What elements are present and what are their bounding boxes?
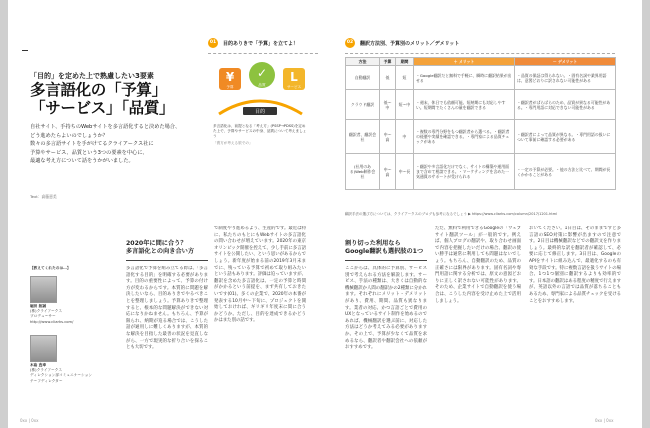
- lead-text: [30, 123, 195, 166]
- cell-method: 翻訳者、翻訳会社: [346, 120, 380, 154]
- column-header: 予算: [380, 58, 396, 66]
- divider: [345, 260, 427, 261]
- section-number-badge: 01: [208, 38, 218, 48]
- person-detail: チーフディレクター: [30, 378, 63, 383]
- cell-demerit: ・翻訳者によって品質が異なる。・専門用語の扱いについて事前に確認する必要がある: [515, 120, 616, 154]
- profile-2: [30, 363, 102, 384]
- person-photo: [30, 276, 57, 303]
- divider: [126, 260, 208, 261]
- table-row: [346, 66, 616, 90]
- cell-budget: 低: [380, 66, 396, 90]
- table-row: [346, 90, 616, 120]
- diagram-note: 「貴方が考える旅での」: [213, 141, 253, 145]
- heading-line: 2020年に間に合う？: [126, 240, 187, 247]
- cell-budget: 低〜中: [380, 90, 396, 120]
- cell-period: 中: [396, 120, 414, 154]
- left-page: [8, 0, 325, 428]
- service-clock-icon: [283, 68, 305, 90]
- profile-caption: 【教えてくれたのは…】: [30, 266, 71, 270]
- lead-line: 自社サイト、手持ちのWebサイトを多言語化すると決めた場合、: [30, 124, 181, 130]
- article-subtitle: 「目的」を定めた上で熟慮したい3要素: [30, 72, 154, 80]
- cell-method: 自動翻訳: [346, 66, 380, 90]
- cell-budget: 中〜高: [380, 154, 396, 190]
- cell-method: クラウド翻訳: [346, 90, 380, 120]
- article-column-1: ここからは、具体的に予算別、サービス別で考えられる方法を解説します。サービス、手法の種類は、大きくは自動的な機械翻訳か人間の翻訳かの2種類に分かれます。それぞれにメリット・デメリットがあり、費用、期間、品質も異なります。業者の対応、かつ言語ごとで費用のUXとなっているサイト制作を始めるのであれば、機械翻訳を選ぶ前に、対応した方法はどうか考えてみる必要がありますか。その上で、予算が少なくて品質を求めるなら、翻訳者や翻訳会社への依頼がおすすめです。: [345, 266, 427, 351]
- lead-line: 数々の多言語サイトを手がけてるクライアークス社に: [30, 141, 154, 148]
- section-heading: 目的ありきで「予算」を立てよ！: [223, 41, 299, 47]
- table-header-row: [346, 58, 616, 66]
- column-header: 方法: [346, 58, 380, 66]
- column-header: 期間: [396, 58, 414, 66]
- three-elements-diagram: [213, 58, 308, 120]
- folio: 0xx | 0xx: [595, 418, 614, 423]
- diagram-caption: 多言語化は、前提となる「考え方」(PSSP→PDSS)を定めた上で、予算やサービスの中身、品質について考えましょう: [213, 124, 307, 138]
- icon-caption: サービス: [286, 85, 302, 89]
- person-name: 堀田 拓誠: [30, 304, 47, 308]
- cell-period: 短〜中: [396, 90, 414, 120]
- heading-line: Google翻訳も選択肢の1つ: [345, 248, 424, 255]
- cell-demerit: ・翻訳者がばらばらのため、品質が異なる可能性がある。・専門用語に対応できない可能性がある: [515, 90, 616, 120]
- article-title-line1: 多言語化の「予算」: [30, 81, 167, 99]
- cell-period: 中〜長: [396, 154, 414, 190]
- section-number-badge: 02: [345, 38, 355, 48]
- icon-caption: 品質: [258, 83, 266, 87]
- budget-yen-icon: [219, 68, 241, 90]
- article-title-line2: 「サービス」「品質」: [30, 99, 175, 117]
- quality-check-icon: [249, 62, 275, 88]
- person-detail: (株)クライアークス: [30, 309, 63, 314]
- cell-demerit: ・一定の予算が必要。・他の方法と比べて、期間が長くかかることがある: [515, 154, 616, 190]
- article-column-1: 多言語化で予算を組み立てる際は、「多言語化する目的」を明確する必要があります。目的の重要性によって、予算の付け方が変わるからです。本質的に問題を解決したいなら、目的ありきでやるべきことを整理しましょう。予算ありきで整理すると、根本的な問題解決ができない対応になりかねません。もちろん、予算が限られ、納期が迫る場合では、こうした話が通用しに難しくありますが、本質的な解決を目指した最善の状況を見直しながら、一方で現実的な折り合いを探ることも大切です。: [126, 266, 208, 351]
- article-column-3: おいてください。1日目は、そのままですと多言語のSEO対策に影響が出ますので注意です。2日目は機械翻訳などでの翻訳文を作りましょう。最終的な訳を翻訳者が確認して、必要に応じて修正します。3日目は、GoogleのAPIをサイトに組み込んで、最適化するのも有効な手段です。特に複数言語を扱うサイトの場合、1つ1つ個別に翻訳するよりも効率的です。日本語の翻訳はある程度の精度で行えますが、英語以外の言語では品質が落ちることもあるため、専門家による品質チェックを受けることをおすすめします。: [529, 226, 621, 304]
- divider: [208, 53, 318, 54]
- heading-line: 多言語化との向き合い方: [126, 248, 195, 255]
- icon-glyph: L: [290, 70, 298, 84]
- table-source-note: 翻訳手法の選び方については、クライアークスのブログも参考になるでしょう ▶ https://www.cliarks.com/column/2017/1201.html: [345, 212, 558, 216]
- column-header: メリット: [458, 59, 475, 64]
- lead-line: 予算やサービス、品質という3つの要素を中心に、: [30, 149, 148, 156]
- cell-period: 短: [396, 66, 414, 90]
- merit-header: ＋ メリット: [414, 58, 515, 66]
- article-column-2: で制度やり進めるよう、生産的です。最近は特に、私たちのもとにもWebサイトの多言語化の問い合わせが増えています。2020年の東京オリンピック開催を控えて、少し手前に多言語サイトを公開したい、という思いがあるからでしょう。新年度が始まる前の2019年3月末までに、残っている予算で初めて取り組みたいという話もあります。評価は迫っていますが、翻訳を含めた多言語化は、一定の予算と時間がかかるという前提を、まず共有しておきたいです(01)。多くの企業で、2020年の本番が発表する10月中〜下旬に、プロジェクトを開始しておければ、ギリギリ年度末に間に合うかどうか。ただし、目的を達成できるかどうかはまた別の話です。: [214, 226, 306, 324]
- person-name: 木島 直幸: [30, 363, 47, 367]
- article-heading: [126, 240, 208, 256]
- icon-glyph: ¥: [225, 70, 235, 84]
- icon-caption: 予算: [226, 85, 234, 89]
- profile-1: [30, 304, 90, 325]
- credit: Text：高藤恵美: [30, 194, 57, 199]
- column-header: デメリット: [558, 59, 578, 64]
- translation-methods-table: [345, 57, 616, 190]
- table-row: [346, 154, 616, 190]
- right-page: [325, 0, 642, 428]
- article-column-2: ただ、無料で利用できるGoogleの「ウェブサイト翻訳ツール」が一般的です。例えば、個人ブログの翻訳や、取り合わせ画面で内容を把握したいだけの場合、翻訳の使い勝手は通常に利用しても問題はないでしょう。もちろん、自動翻訳のため、品質の正確さには限界があります。固有名詞や専門用語に関する分析では、原文の意図どおりに正しく訳されない可能性があります。そのため、企業サイトで自動翻訳を使う場合は、こうした内容を受け止めた上で活用しましょう。: [435, 226, 521, 304]
- cell-merit: ・複数の専門分野をもつ翻訳者から選べる。・翻訳者の経歴や実績を確認できる。・専門家による品質チェックがある: [414, 120, 515, 154]
- title-mark: [22, 50, 28, 51]
- heading-line: 割り切った利用なら: [345, 240, 401, 247]
- section-heading: 翻訳方法別、予算別のメリット／デメリット: [360, 41, 460, 47]
- article-heading: [345, 240, 427, 256]
- lead-line: どう進めたらよいのでしょうか？: [30, 132, 108, 139]
- lead-line: 最適な考え方について話をうかがいました。: [30, 158, 134, 165]
- person-detail: http://www.cliarks.com/: [30, 319, 74, 324]
- demerit-header: － デメリット: [515, 58, 616, 66]
- cell-method: (社用のある)Web制作会社: [346, 154, 380, 190]
- purpose-gauge: [213, 94, 308, 118]
- person-detail: (株)クライアークス: [30, 368, 63, 373]
- divider: [345, 53, 615, 54]
- person-detail: ディレクション部コミュニケーション: [30, 373, 93, 378]
- person-detail: プロデューサー: [30, 314, 56, 319]
- cell-demerit: ・品質の保証は得られない。・固有名詞や業界用語は、意図どおりに訳されない可能性がある: [515, 66, 616, 90]
- person-photo: [30, 335, 57, 362]
- cell-merit: ・週末、休日でも依頼可能。短納期にも対応しやすい。短期間でたくさんの量を翻訳できる: [414, 90, 515, 120]
- gauge-label: 目的: [254, 109, 266, 116]
- table-row: [346, 120, 616, 154]
- cell-merit: ・翻訳や多言語化だけでなく、サイトの構築や運用面まで含めて相談できる。・マーケティングを含めた一気通貫のサポートが受けられる: [414, 154, 515, 190]
- folio: 0xx | 0xx: [20, 418, 39, 423]
- cell-merit: ・Google翻訳だと無料で手軽に、瞬時に翻訳結果が出せる: [414, 66, 515, 90]
- cell-budget: 中〜高: [380, 120, 396, 154]
- icon-glyph: ✓: [256, 66, 268, 80]
